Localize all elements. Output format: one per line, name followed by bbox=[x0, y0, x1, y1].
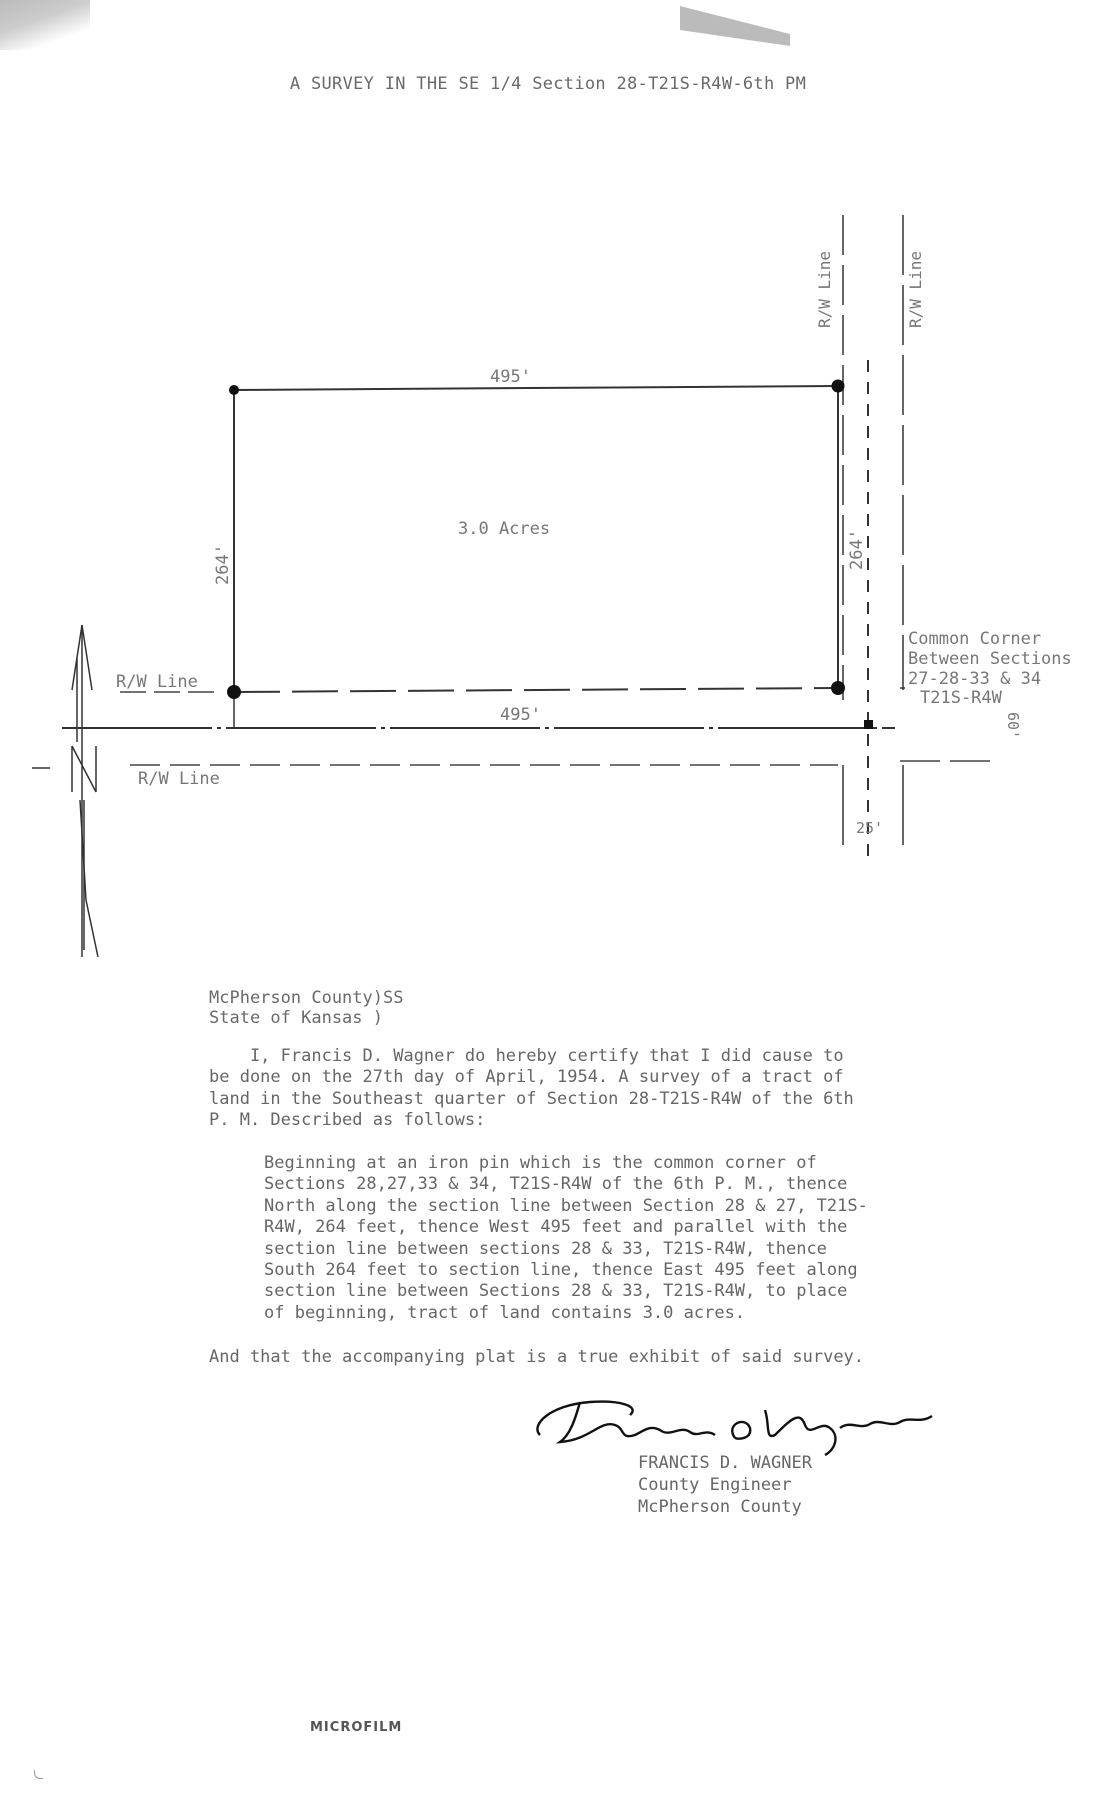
corner-note-line: 27-28-33 & 34 bbox=[908, 669, 1042, 689]
iron-pin bbox=[831, 681, 845, 695]
top-dimension-label: 495' bbox=[490, 367, 531, 387]
scan-mark bbox=[34, 1770, 43, 1779]
road-width-right-label: 60' bbox=[1004, 712, 1022, 740]
iron-pin bbox=[227, 685, 241, 699]
right-dimension-label: 264' bbox=[847, 529, 867, 570]
tract-boundary bbox=[234, 386, 838, 692]
common-corner-note bbox=[908, 629, 1072, 708]
section-corner-marker bbox=[864, 720, 873, 729]
venue-county: McPherson County bbox=[209, 988, 373, 1008]
corner-note-line: T21S-R4W bbox=[920, 688, 1002, 708]
venue-ss: SS bbox=[383, 988, 404, 1008]
north-arrow-icon bbox=[32, 625, 98, 957]
venue-state: State of Kansas bbox=[209, 1008, 363, 1028]
document-title: A SURVEY IN THE SE 1/4 Section 28-T21S-R4W-6th PM bbox=[289, 74, 807, 94]
certification-paragraph: I, Francis D. Wagner do hereby certify that I did cause to be done on the 27th day of April, 1954. A survey of a tract of land in the Southeast quarter of Section 28-T21S-R4W of the 6th P. M. Described as follows: bbox=[209, 1046, 854, 1131]
iron-pin bbox=[832, 380, 845, 393]
rw-line-label: R/W Line bbox=[815, 250, 834, 328]
left-dimension-label: 264' bbox=[213, 544, 233, 585]
legal-description: Beginning at an iron pin which is the common corner of Sections 28,27,33 & 34, T21S-R4W of the 6th P. M., thence North along the section line between Section 28 & 27, T21S- R4W, 264 feet, thence West 495 feet and parallel with the section line between sections 28 & 33, T21S-R4W, thence South 264 feet to section line, thence East 495 feet along section line between Sections 28 & 33, T21S-R4W, to place of beginning, tract of land contains 3.0 acres. bbox=[264, 1153, 868, 1323]
signer-name: FRANCIS D. WAGNER bbox=[638, 1453, 812, 1473]
venue-block: McPherson County)SS State of Kansas ) bbox=[209, 988, 404, 1028]
microfilm-stamp: MICROFILM bbox=[310, 1720, 403, 1735]
corner-note-line: Between Sections bbox=[908, 649, 1072, 669]
bottom-dimension-label: 495' bbox=[500, 705, 541, 725]
rw-line-label: R/W Line bbox=[906, 250, 925, 328]
rw-line-label: R/W Line bbox=[138, 769, 220, 789]
iron-pin bbox=[229, 385, 239, 395]
signer-county: McPherson County bbox=[638, 1497, 802, 1517]
tract-south-line bbox=[234, 688, 838, 692]
corner-note-line: Common Corner bbox=[908, 629, 1042, 649]
signer-title: County Engineer bbox=[638, 1475, 792, 1495]
signature-image bbox=[520, 1380, 960, 1460]
closing-statement: And that the accompanying plat is a true exhibit of said survey. bbox=[209, 1347, 865, 1367]
signer-block bbox=[638, 1452, 812, 1518]
tract-area-label: 3.0 Acres bbox=[458, 519, 551, 539]
rw-line-label: R/W Line bbox=[116, 672, 198, 692]
road-width-bottom-label: 25' bbox=[856, 819, 884, 837]
